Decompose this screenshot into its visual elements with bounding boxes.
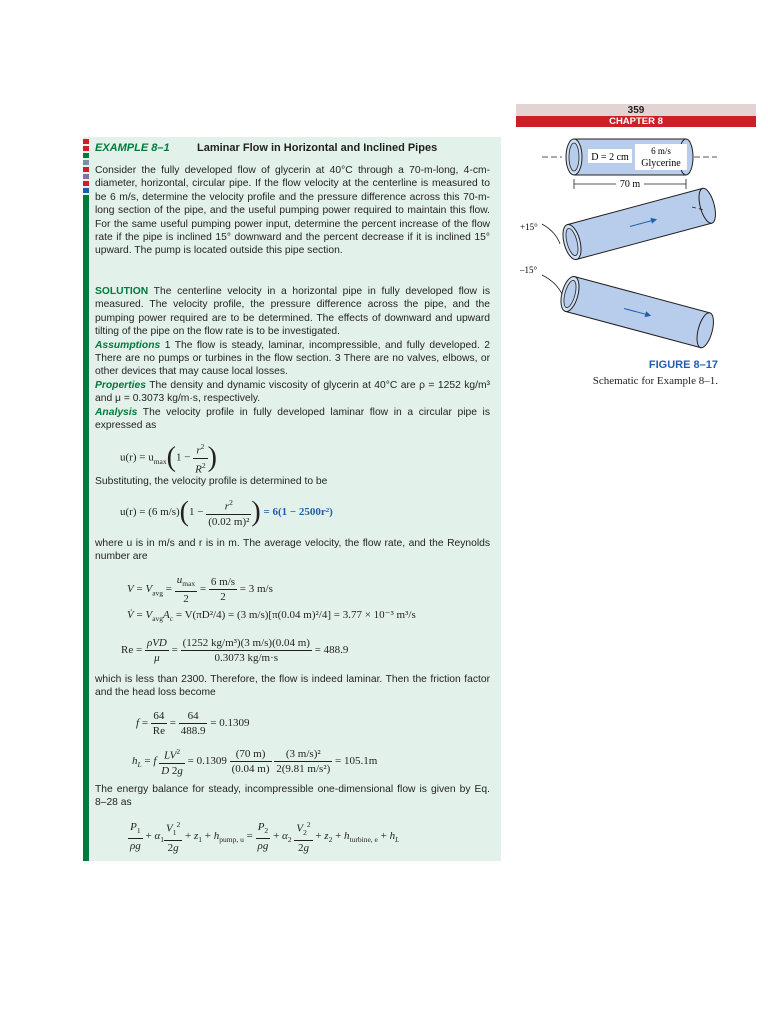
marker-square [83, 160, 89, 165]
analysis-label: Analysis [95, 406, 138, 418]
chapter-label: CHAPTER 8 [516, 116, 756, 127]
marker-square [83, 139, 89, 144]
assumptions-text: 1 The flow is steady, laminar, incompressible, and fully developed. 2 There are no pumps or turbines in the flow section. 3 There are no valves, elbows, or other devices that may cause local losses. [95, 339, 490, 378]
energy-text: The energy balance for steady, incompressible one-dimensional flow is given by Eq. 8–28 as [95, 784, 490, 809]
page-header [516, 104, 756, 127]
pipe-inclined-down [558, 275, 717, 350]
solution-paragraph [95, 285, 490, 432]
pipe-schematic [512, 132, 752, 357]
marker-square [83, 174, 89, 179]
speed-label: 6 m/s [651, 146, 671, 156]
analysis-text: The velocity profile in fully developed laminar flow in a circular pipe is expressed as [95, 406, 490, 432]
figure-caption: Schematic for Example 8–1. [592, 375, 718, 387]
angle-down-label: –15° [520, 265, 538, 275]
fluid-label: Glycerine [641, 158, 681, 169]
diameter-label: D = 2 cm [591, 152, 629, 163]
equation-friction-factor: f = $\frac{64}{Re}$ = $\frac{64}{488.9}$ = 0.1309 [136, 710, 250, 737]
example-sidebar [83, 195, 89, 861]
marker-square [83, 146, 89, 151]
equation-velocity-substituted: u(r) = (6 m/s)(1 − $\frac{r^2}{\text{(0.02 m)²}}$ ) = 6(1 − 2500r²) [120, 496, 333, 528]
assumptions-label: Assumptions [95, 339, 161, 351]
example-label: EXAMPLE 8–1 [95, 142, 170, 154]
equation-energy-balance: $\frac{P_1}{\rho g}$ + $\alpha_1$ $\frac{V_1^2}{2g}$ + $z_1 + h_{pump, u}$ = $\frac{P_2}{\rho g}$ + $\alpha_2$ $\frac{V_2^2}{2g}$ + $z_2 + h_{turbine, e} + h_L$ [130, 820, 400, 854]
length-label: 70 m [619, 179, 641, 190]
marker-square [83, 188, 89, 193]
solution-text: The centerline velocity in a horizontal pipe in fully developed flow is measured. The velocity profile, the pressure difference across the pipe, and the pumping power required are to be determined. The effects of downward and upward tilting of the pipe on the flow rate is to be investigated. [95, 286, 490, 338]
where-text: where u is in m/s and r is in m. The average velocity, the flow rate, and the Reynolds number are [95, 538, 490, 563]
equation-average-velocity: $V = V_{avg}$ = $u_{max}$ 2 = $\frac{6 m/s}{2}$ = 3 m/s [127, 574, 273, 606]
angle-up-label: +15° [520, 222, 538, 232]
marker-square [83, 153, 89, 158]
solution-heading: SOLUTION [95, 286, 149, 297]
velocity-result: = 6(1 − 2500r²) [263, 505, 333, 518]
equation-flow-rate: V̇ = $V_{avg}A_c = V(\pi D^2/4) = (3$ m/s)[π(0.04 m)²/4] = 3.77 × 10⁻³ m³/s [127, 609, 416, 624]
properties-text: The density and dynamic viscosity of glycerin at 40°C are ρ = 1252 kg/m³ and μ = 0.3073 kg/m·s, respectively. [95, 379, 490, 405]
substituting-text: Substituting, the velocity profile is determined to be [95, 476, 328, 487]
example-title: Laminar Flow in Horizontal and Inclined Pipes [197, 142, 438, 154]
problem-statement: Consider the fully developed flow of glycerin at 40°C through a 70-m-long, 4-cm-diameter, horizontal, circular pipe. If the flow velocity at the centerline is measured to be 6 m/s, determine the velocity profile and the pressure difference across this 70-m-long section of the pipe, and the useful pumping power required to maintain this flow. For the same useful pumping power input, determine the percent increase of the flow rate if the pipe is inclined 15° downward and the percent decrease if it is inclined 15° upward. The pump is located outside this pipe section. [95, 165, 490, 257]
pipe-inclined-up [560, 187, 719, 262]
marker-square [83, 167, 89, 172]
equation-velocity-profile: $u(r) = u_{max}(1$ − $\frac{r^2}{R^2}$ ) [120, 442, 217, 476]
equation-reynolds: Re = ρVD μ = $\frac{\text{(1252 kg/m³)(3 m/s)(0.04 m)}}{0.3073 kg/m\cdot s}$ = 488.9 [121, 637, 349, 664]
marker-square [83, 181, 89, 186]
horizontal-pipe [542, 139, 717, 190]
figure-label: FIGURE 8–17 [648, 359, 718, 371]
properties-label: Properties [95, 379, 146, 391]
page-number: 359 [516, 104, 756, 116]
which-text: which is less than 2300. Therefore, the flow is indeed laminar. Then the friction factor and the head loss become [95, 674, 490, 699]
equation-head-loss: $h_L = f$ $\frac{LV^2}{D 2g}$ = 0.1309 $\frac{(70 m)}{(0.04 m)}$ $\frac{\text{(3 m/s)²}}{\text{2(9.81 m/s²)}}$ = 105.1m [132, 747, 378, 777]
